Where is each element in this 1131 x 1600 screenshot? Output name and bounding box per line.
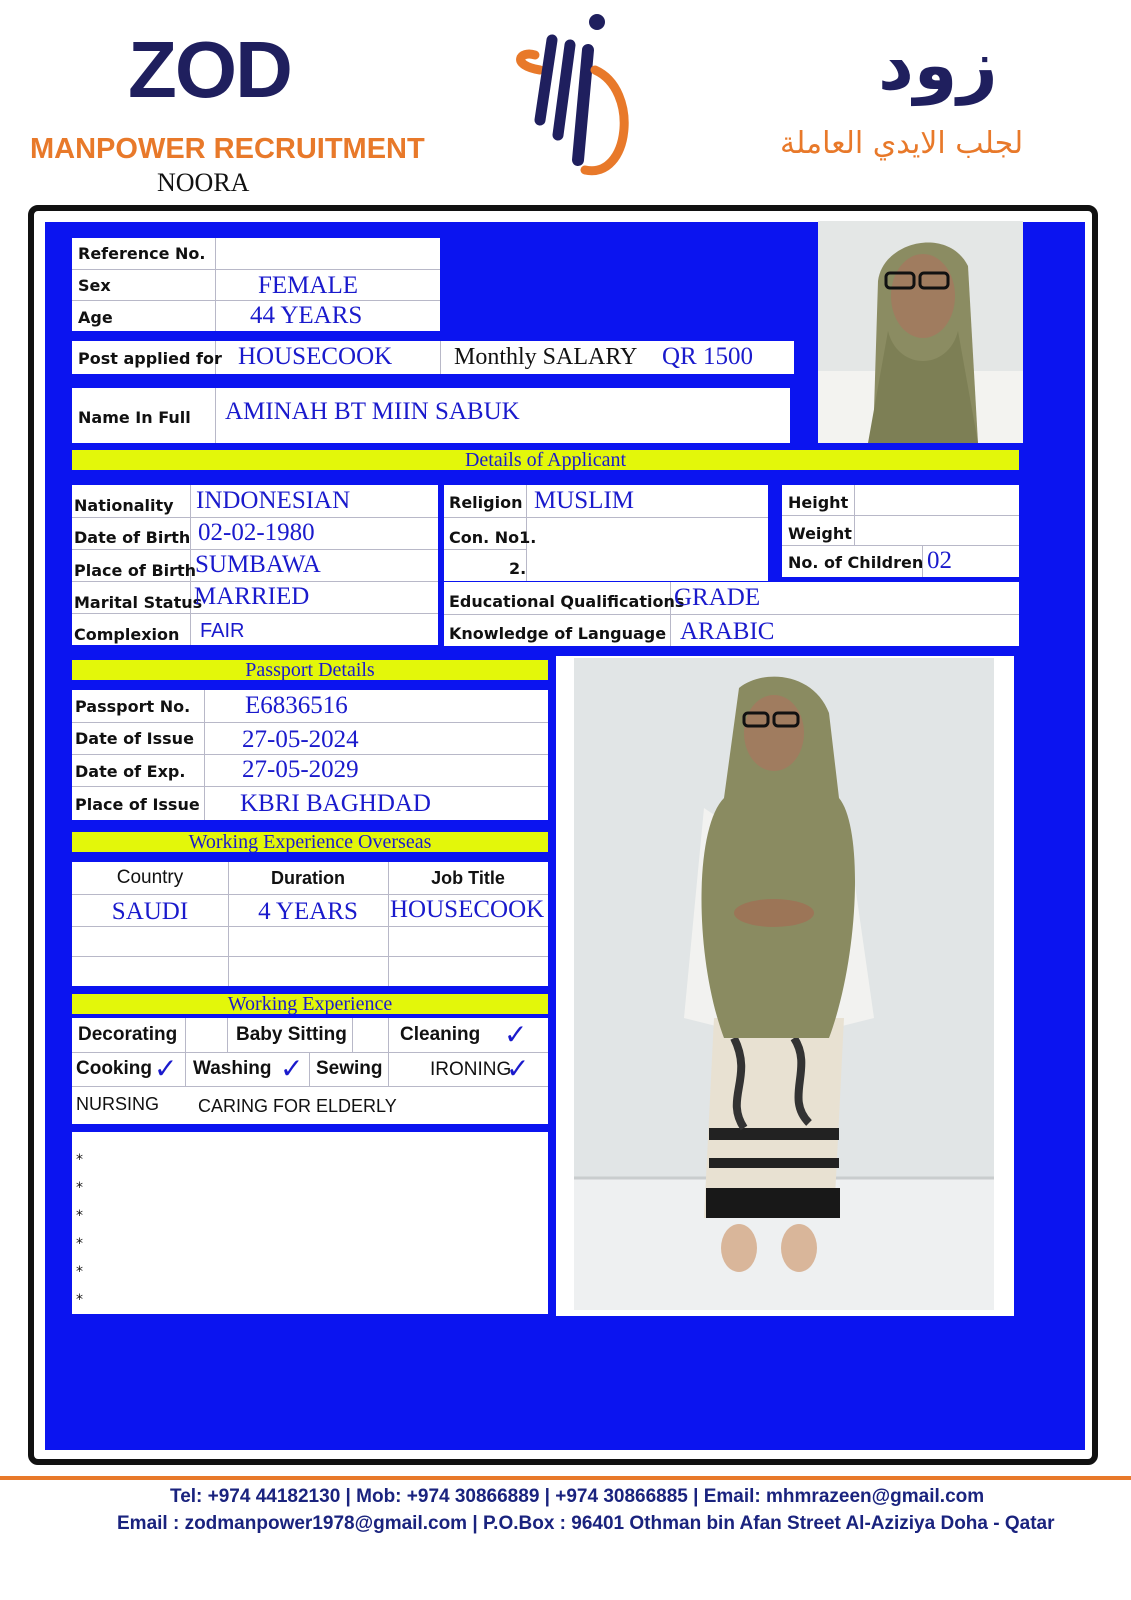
- overseas-table: [72, 862, 548, 986]
- skill-cooking: Cooking: [76, 1058, 152, 1079]
- skill-baby-sitting: Baby Sitting: [236, 1024, 347, 1045]
- name-label: Name In Full: [78, 408, 191, 427]
- passport-number-value: E6836516: [245, 692, 348, 719]
- pob-value: SUMBAWA: [195, 551, 321, 578]
- education-language-box: [444, 582, 1019, 646]
- dob-value: 02-02-1980: [198, 519, 315, 546]
- nationality-value: INDONESIAN: [196, 487, 351, 514]
- footer-divider: [0, 1476, 1131, 1480]
- reference-label: Reference No.: [78, 244, 206, 263]
- children-label: No. of Children: [788, 553, 924, 572]
- skills-heading: Working Experience: [72, 994, 548, 1014]
- expiry-date-value: 27-05-2029: [242, 756, 359, 783]
- agent-name: NOORA: [157, 168, 250, 197]
- overseas-cell: 4 YEARS: [258, 898, 358, 925]
- applicant-portrait-photo: [818, 221, 1023, 443]
- language-value: ARABIC: [680, 618, 775, 645]
- marital-value: MARRIED: [194, 583, 310, 610]
- nationality-label: Nationality: [74, 496, 174, 515]
- overseas-column-header: Country: [116, 867, 184, 888]
- ironing-check-icon: ✓: [506, 1052, 530, 1085]
- name-value: AMINAH BT MIIN SABUK: [225, 398, 520, 425]
- applicant-full-body-photo: [574, 658, 994, 1310]
- complexion-label: Complexion: [74, 625, 180, 644]
- salary-label: Monthly SALARY: [454, 344, 638, 370]
- skill-washing: Washing: [193, 1058, 272, 1079]
- notes-box: [72, 1132, 548, 1314]
- note-bullet: *: [76, 1292, 83, 1308]
- overseas-column-header: Job Title: [431, 868, 505, 888]
- skill-sewing: Sewing: [316, 1058, 383, 1079]
- pob-label: Place of Birth: [74, 561, 197, 580]
- contact1-label: Con. No1.: [449, 528, 537, 547]
- issue-date-value: 27-05-2024: [242, 726, 359, 753]
- children-value: 02: [927, 547, 952, 574]
- brand-subtitle: MANPOWER RECRUITMENT: [30, 133, 425, 165]
- physical-info-box: [782, 485, 1019, 577]
- sex-value: FEMALE: [258, 272, 358, 299]
- brand-subtitle-arabic: لجلب الايدي العاملة: [780, 126, 1024, 161]
- skill-decorating: Decorating: [78, 1024, 178, 1045]
- skills-box: [72, 1018, 548, 1124]
- full-name-box: [72, 388, 790, 443]
- note-bullet: *: [76, 1180, 83, 1196]
- skill-cleaning: Cleaning: [400, 1024, 481, 1045]
- footer-address-line: Email : zodmanpower1978@gmail.com | P.O.Box : 96401 Othman bin Afan Street Al-Aziziya Doha - Qatar: [117, 1513, 1055, 1534]
- overseas-column-header: Duration: [271, 868, 345, 888]
- religion-value: MUSLIM: [534, 487, 635, 514]
- education-value: GRADE: [674, 584, 761, 611]
- sex-label: Sex: [78, 276, 111, 295]
- religion-contact-box: [444, 485, 768, 581]
- note-bullet: *: [76, 1236, 83, 1252]
- brand-logo-text: ZOD: [128, 25, 291, 114]
- post-value: HOUSECOOK: [238, 343, 393, 370]
- passport-box: [72, 690, 548, 820]
- salary-value: QR 1500: [662, 343, 753, 370]
- skill-ironing: IRONING: [430, 1059, 512, 1080]
- personal-details-box: [72, 485, 438, 645]
- passport-heading: Passport Details: [72, 660, 548, 680]
- education-label: Educational Qualifications: [449, 592, 685, 611]
- cooking-check-icon: ✓: [154, 1052, 178, 1085]
- expiry-date-label: Date of Exp.: [75, 762, 186, 781]
- note-bullet: *: [76, 1152, 83, 1168]
- overseas-heading: Working Experience Overseas: [72, 832, 548, 852]
- full-body-photo-frame: [556, 656, 1014, 1316]
- passport-number-label: Passport No.: [75, 697, 191, 716]
- issue-date-label: Date of Issue: [75, 729, 194, 748]
- basic-info-box: [72, 238, 440, 331]
- footer-contact-line: Tel: +974 44182130 | Mob: +974 30866889 | +974 30866885 | Email: mhmrazeen@gmail.com: [170, 1486, 985, 1507]
- weight-label: Weight: [788, 524, 852, 543]
- issue-place-value: KBRI BAGHDAD: [240, 790, 431, 817]
- marital-label: Marital Status: [74, 593, 203, 612]
- post-salary-box: [72, 341, 794, 374]
- washing-check-icon: ✓: [280, 1052, 304, 1085]
- brand-logo-arabic: زود: [878, 24, 998, 106]
- post-label: Post applied for: [78, 349, 222, 368]
- brand-emblem-icon: [500, 10, 650, 185]
- religion-label: Religion: [449, 493, 523, 512]
- skill-caring-elderly: CARING FOR ELDERLY: [198, 1096, 397, 1116]
- dob-label: Date of Birth: [74, 528, 191, 547]
- height-label: Height: [788, 493, 849, 512]
- age-label: Age: [78, 308, 113, 327]
- overseas-cell: SAUDI: [111, 898, 189, 925]
- overseas-cell: HOUSECOOK: [390, 896, 545, 923]
- details-heading: Details of Applicant: [72, 450, 1019, 470]
- age-value: 44 YEARS: [250, 302, 363, 329]
- cleaning-check-icon: ✓: [504, 1018, 528, 1051]
- complexion-value: FAIR: [200, 620, 245, 642]
- note-bullet: *: [76, 1208, 83, 1224]
- skill-nursing: NURSING: [76, 1094, 160, 1114]
- contact2-label: 2.: [509, 559, 527, 578]
- issue-place-label: Place of Issue: [75, 795, 200, 814]
- language-label: Knowledge of Language: [449, 624, 667, 643]
- note-bullet: *: [76, 1264, 83, 1280]
